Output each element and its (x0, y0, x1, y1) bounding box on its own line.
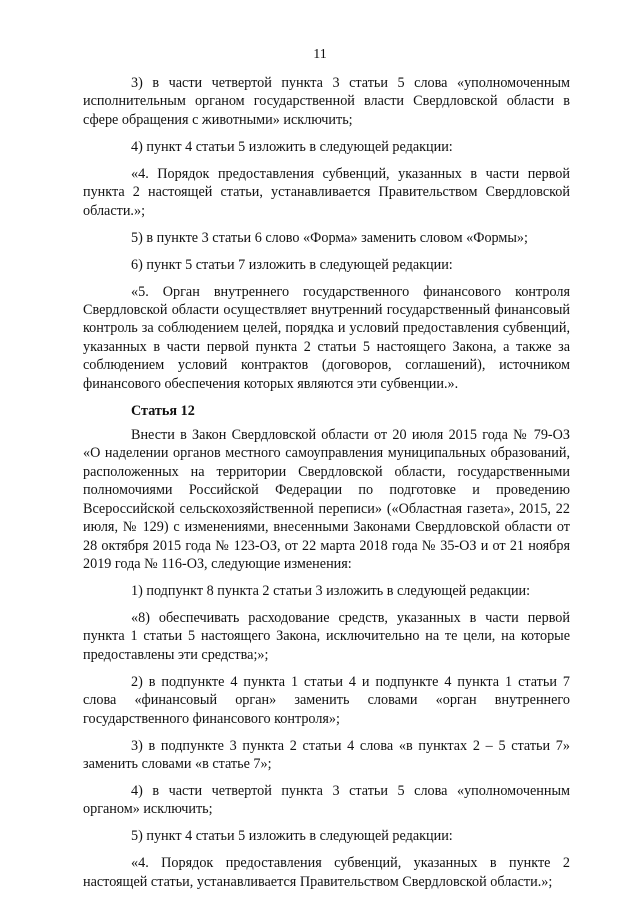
paragraph: «8) обеспечивать расходование средств, указанных в части первой пункта 1 статьи 5 настоящего Закона, исключительно на те цели, на которые предоставлены эти средства;»; (83, 609, 570, 663)
paragraph: «4. Порядок предоставления субвенций, указанных в части первой пункта 2 настоящей статьи, устанавливается Правительством Свердловской области.»; (83, 165, 570, 219)
paragraph: 3) в части четвертой пункта 3 статьи 5 слова «уполномоченным исполнительным органом государственной власти Свердловской области в сфере обращения с животными» исключить; (83, 75, 570, 128)
article-heading: Статья 12 (131, 402, 195, 419)
paragraph: «5. Орган внутреннего государственного финансового контроля Свердловской области осуществляет внутренний государственный финансовый контроль за соблюдением целей, порядка и условий предоставления субвенций, указанных в части первой пункта 2 статьи 5 настоящего Закона, а также за соблюдением условий контрактов (договоров, соглашений), источником финансового обеспечения которых являются эти субвенции.». (83, 283, 570, 392)
paragraph: 4) пункт 4 статьи 5 изложить в следующей редакции: (131, 138, 453, 155)
paragraph: 3) в подпункте 3 пункта 2 статьи 4 слова «в пунктах 2 – 5 статьи 7» заменить словами «в статье 7»; (83, 737, 570, 772)
paragraph: 5) пункт 4 статьи 5 изложить в следующей редакции: (131, 828, 453, 845)
document-body (83, 74, 570, 900)
paragraph: 6) пункт 5 статьи 7 изложить в следующей редакции: (131, 256, 453, 273)
paragraph: 2) в подпункте 4 пункта 1 статьи 4 и подпункте 4 пункта 1 статьи 7 слова «финансовый орган» заменить словами «орган внутреннего государственного финансового контроля»; (83, 673, 570, 727)
paragraph: 5) в пункте 3 статьи 6 слово «Форма» заменить словом «Формы»; (131, 229, 528, 246)
paragraph: 1) подпункт 8 пункта 2 статьи 3 изложить в следующей редакции: (131, 582, 531, 599)
page-number: 11 (313, 47, 327, 62)
paragraph: Внести в Закон Свердловской области от 20 июля 2015 года № 79-ОЗ «О наделении органов местного самоуправления муниципальных образований, расположенных на территории Свердловской области, государственными полномочиями Российской Федерации по подготовке и проведению Всероссийской сельскохозяйственной переписи» («Областная газета», 2015, 22 июля, № 129) с изменениями, внесенными Законами Свердловской области от 28 октября 2015 года № 123-ОЗ, от 22 марта 2018 года № 35-ОЗ и от 21 ноября 2019 года № 116-ОЗ, следующие изменения: (83, 427, 570, 572)
paragraph: «4. Порядок предоставления субвенций, указанных в пункте 2 настоящей статьи, устанавливается Правительством Свердловской области.»; (83, 855, 570, 890)
paragraph: 4) в части четвертой пункта 3 статьи 5 слова «уполномоченным органом» исключить; (83, 782, 570, 818)
